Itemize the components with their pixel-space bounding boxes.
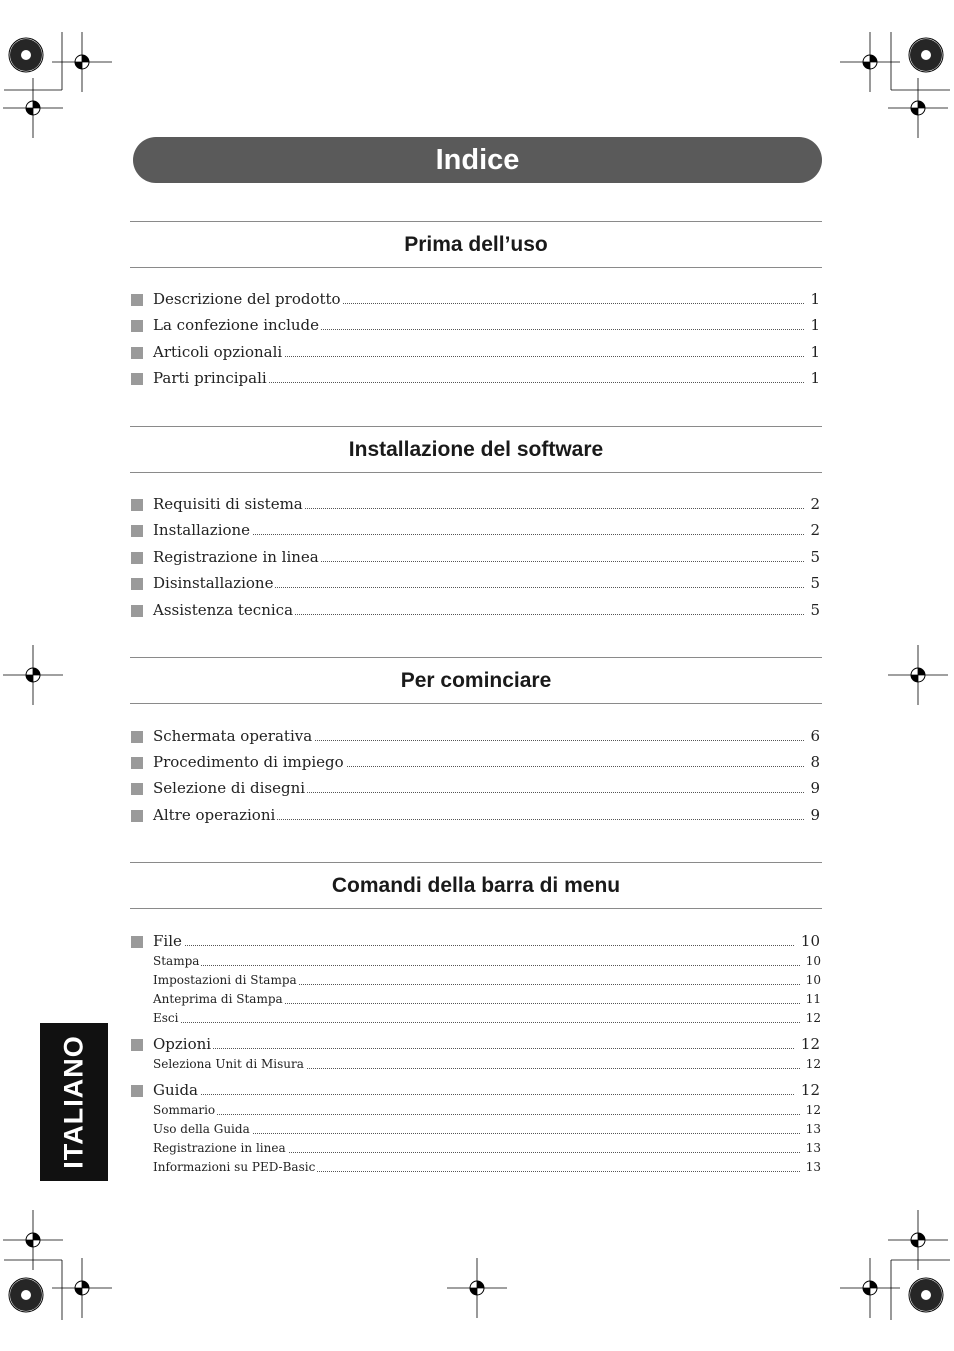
toc-entry-label: Disinstallazione	[153, 574, 274, 592]
toc-subentry-label: Uso della Guida	[153, 1122, 250, 1136]
language-tab-label: ITALIANO	[58, 1035, 89, 1169]
registration-wheel-icon	[9, 38, 43, 72]
toc-entry-label: Opzioni	[153, 1035, 212, 1053]
registration-wheel-icon	[909, 1278, 943, 1312]
toc-entry-label: La confezione include	[153, 316, 320, 334]
toc-entry-page: 9	[804, 778, 820, 798]
registration-crosshair-icon	[888, 645, 948, 705]
registration-crosshair-icon	[888, 1210, 948, 1270]
toc-entry-page: 6	[804, 726, 820, 746]
toc-entry-page: 12	[795, 1080, 820, 1100]
toc-entry-label: File	[153, 932, 182, 950]
toc-entry-page: 5	[804, 547, 820, 567]
toc-entry-page: 2	[804, 520, 820, 540]
toc-subentry-page: 13	[802, 1121, 821, 1138]
toc-entry-label: Procedimento di impiego	[153, 753, 344, 771]
registration-crosshair-icon	[52, 32, 112, 92]
toc-entry-label: Selezione di disegni	[153, 779, 306, 797]
toc-subentry-label: Esci	[153, 1011, 179, 1025]
toc-entry-page: 10	[795, 931, 820, 951]
toc-subentry-label: Informazioni su PED-Basic	[153, 1160, 316, 1174]
toc-entry-page: 12	[795, 1034, 820, 1054]
toc-entry-page: 1	[804, 368, 820, 388]
toc-entry-page: 1	[804, 342, 820, 362]
toc-subentry-page: 13	[802, 1140, 821, 1157]
toc-subentry-page: 12	[802, 1056, 821, 1073]
toc-entry-label: Assistenza tecnica	[153, 601, 294, 619]
toc-subentry-page: 12	[802, 1010, 821, 1027]
toc-entry-label: Registrazione in linea	[153, 548, 319, 566]
toc-subentry-label: Stampa	[153, 954, 200, 968]
toc-entry-label: Parti principali	[153, 369, 267, 387]
toc-subentry-page: 11	[802, 991, 821, 1008]
toc-subentry-label: Impostazioni di Stampa	[153, 973, 297, 987]
section-heading: Prima dell’uso	[404, 233, 548, 256]
toc-entry-page: 9	[804, 805, 820, 825]
registration-crosshair-icon	[888, 78, 948, 138]
toc-subentry-label: Registrazione in linea	[153, 1141, 286, 1155]
toc-entry-label: Descrizione del prodotto	[153, 290, 341, 308]
registration-crosshair-icon	[52, 1258, 112, 1318]
section-heading: Comandi della barra di menu	[331, 874, 621, 897]
toc-entry-page: 8	[804, 752, 820, 772]
toc-entry-label: Installazione	[153, 521, 251, 539]
toc-subentry-page: 12	[802, 1102, 821, 1119]
toc-entry-label: Guida	[153, 1081, 198, 1099]
toc-entry-label: Schermata operativa	[153, 727, 313, 745]
registration-wheel-icon	[909, 38, 943, 72]
toc-subentry-label: Anteprima di Stampa	[153, 992, 283, 1006]
toc-subentry-page: 10	[802, 972, 821, 989]
toc-entry-page: 5	[804, 600, 820, 620]
page-title: Indice	[133, 137, 822, 183]
toc-entry-label: Articoli opzionali	[153, 343, 283, 361]
registration-crosshair-icon	[3, 645, 63, 705]
registration-wheel-icon	[9, 1278, 43, 1312]
registration-crosshair-icon	[447, 1258, 507, 1318]
toc-entry-page: 5	[804, 573, 820, 593]
toc-entry-label: Requisiti di sistema	[153, 495, 303, 513]
registration-crosshair-icon	[3, 1210, 63, 1270]
toc-entry-page: 1	[804, 289, 820, 309]
toc-subentry-label: Sommario	[153, 1103, 216, 1117]
toc-entry-page: 2	[804, 494, 820, 514]
registration-crosshair-icon	[3, 78, 63, 138]
toc-subentry-label: Seleziona Unit di Misura	[153, 1057, 304, 1071]
toc-entry-page: 1	[804, 315, 820, 335]
section-heading: Per cominciare	[400, 669, 552, 692]
toc-entry-label: Altre operazioni	[153, 806, 276, 824]
toc-subentry-page: 10	[802, 953, 821, 970]
section-heading: Installazione del software	[348, 438, 604, 461]
toc-subentry-page: 13	[802, 1159, 821, 1176]
